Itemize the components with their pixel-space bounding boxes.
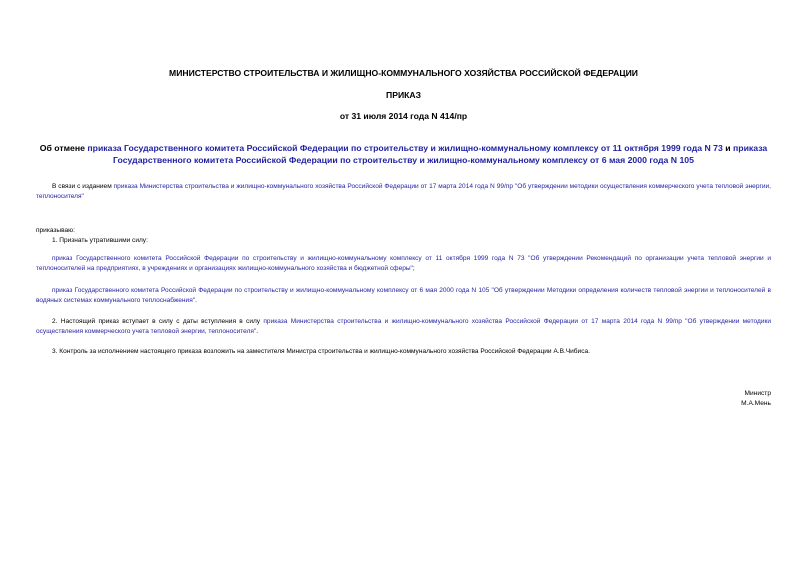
- item1-sub2-link[interactable]: приказ Государственного комитета Российской Федерации по строительству и жилищно-коммунальному комплексу от 6 мая 2000 года N 105 "Об утверждении Методики определения количеств тепловой энергии и теплоносителей в водяных системах коммунального теплоснабжения": [36, 287, 771, 304]
- title-middle: и: [722, 143, 734, 153]
- item2-paragraph: [36, 317, 771, 337]
- title-link-order-105[interactable]: приказа Государственного комитета Российской Федерации по строительству и жилищно-коммунальному комплексу от 6 мая 2000 года N 105: [113, 143, 768, 165]
- item2-link-order-99[interactable]: приказа Министерства строительства и жилищно-коммунального хозяйства Российской Федерации от 17 марта 2014 года N 99/пр "Об утверждении методики осуществления коммерческого учета тепловой энергии, теплоносителя": [36, 318, 772, 335]
- order-word: приказываю:: [36, 227, 75, 234]
- signature-name: М.А.Мень: [741, 400, 771, 407]
- document-title: [36, 143, 771, 166]
- preamble-prefix: В связи с изданием: [52, 183, 114, 190]
- item2-prefix: 2. Настоящий приказ вступает в силу с даты вступления в силу: [52, 318, 264, 325]
- item3-paragraph: 3. Контроль за исполнением настоящего приказа возложить на заместителя Министра строительства и жилищно-коммунального хозяйства Российской Федерации А.В.Чибиса.: [52, 348, 590, 355]
- signature-position: Министр: [744, 390, 771, 397]
- title-prefix: Об отмене: [39, 143, 88, 153]
- item1-sub1-paragraph: [36, 254, 771, 274]
- item2-suffix: .: [256, 328, 259, 335]
- preamble-paragraph: [36, 182, 771, 202]
- doc-type: ПРИКАЗ: [386, 90, 421, 100]
- preamble-link-order-99[interactable]: приказа Министерства строительства и жилищно-коммунального хозяйства Российской Федерации от 17 марта 2014 года N 99/пр "Об утверждении методики осуществления коммерческого учета тепловой энергии, теплоносителя": [36, 183, 771, 200]
- item1-heading: 1. Признать утратившими силу:: [52, 237, 148, 244]
- item1-sub1-suffix: ;: [412, 265, 415, 272]
- ministry-name: МИНИСТЕРСТВО СТРОИТЕЛЬСТВА И ЖИЛИЩНО-КОММУНАЛЬНОГО ХОЗЯЙСТВА РОССИЙСКОЙ ФЕДЕРАЦИИ: [169, 68, 638, 78]
- title-link-order-73[interactable]: приказа Государственного комитета Российской Федерации по строительству и жилищно-коммунальному комплексу от 11 октября 1999 года N 73: [87, 143, 723, 153]
- item1-sub2-suffix: .: [195, 297, 197, 304]
- date-number: от 31 июля 2014 года N 414/пр: [339, 111, 468, 121]
- item1-sub1-link[interactable]: приказ Государственного комитета Российской Федерации по строительству и жилищно-коммунальному комплексу от 11 октября 1999 года N 73 "Об утверждении Рекомендаций по организации учета тепловой энергии и теплоносителей на предприятиях, в учреждениях и организациях жилищно-коммунального хозяйства и бюджетной сферы": [36, 255, 771, 272]
- item1-sub2-paragraph: [36, 286, 771, 306]
